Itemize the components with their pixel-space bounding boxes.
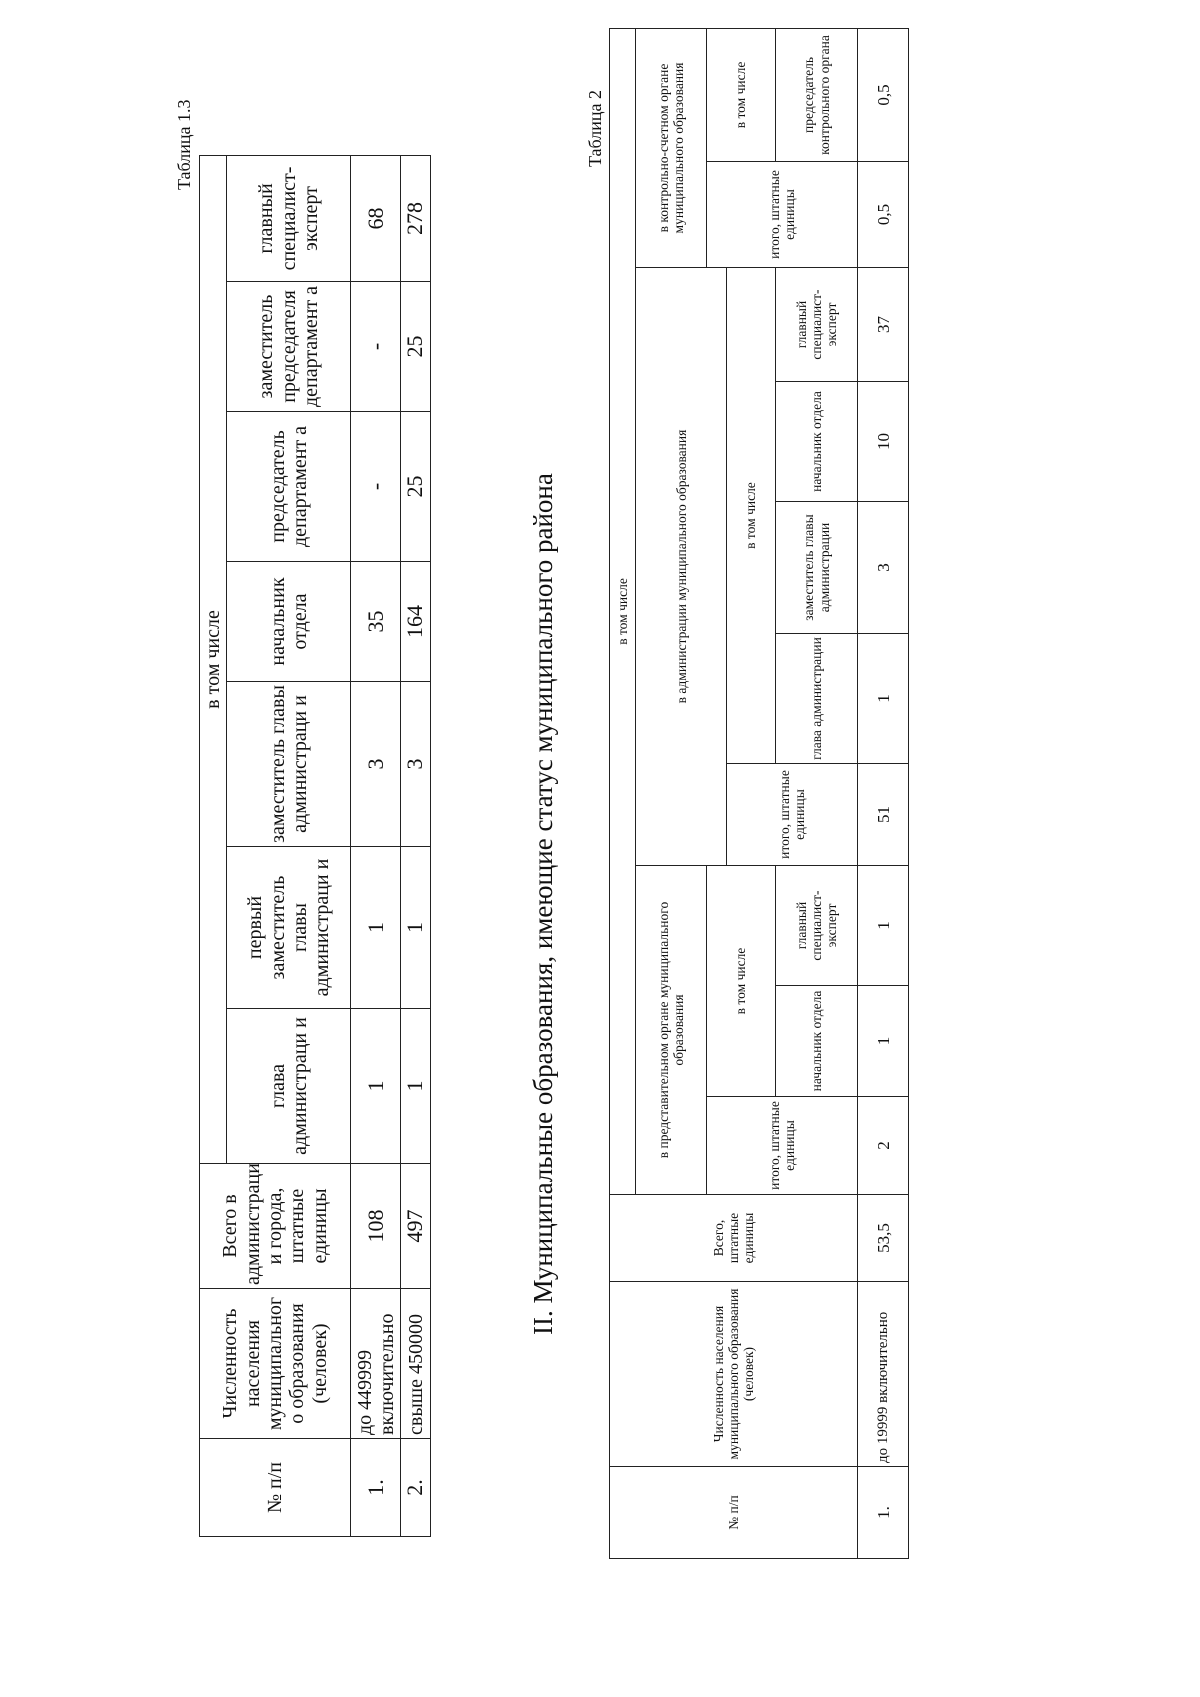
t2-col-control-chairman: председатель контрольного органа: [775, 28, 858, 161]
t2-r1-total: 53,5: [858, 1195, 909, 1282]
t13-r1-v5: -: [351, 282, 401, 412]
t2-header-control-group: в том числе: [706, 28, 775, 161]
t2-header-rep-total: итого, штатные единицы: [706, 1097, 858, 1195]
t13-col-first-deputy: первый заместитель главы администраци и: [227, 847, 351, 1009]
t13-r2-total: 497: [401, 1164, 431, 1289]
t13-r2-v1: 1: [401, 847, 431, 1009]
t13-r1-total: 108: [351, 1164, 401, 1289]
t2-col-admin-head: глава администрации: [775, 634, 858, 764]
t13-col-head: глава администраци и: [227, 1009, 351, 1164]
t13-r2-v3: 164: [401, 562, 431, 682]
t2-r1-admin-deputy: 3: [858, 502, 909, 634]
t2-header-control: в контрольно-счетном органе муниципального образования: [636, 28, 707, 267]
t13-col-chairman: председатель департамент а: [227, 412, 351, 562]
table-row: [351, 155, 401, 1536]
t13-r2-num: 2.: [401, 1439, 431, 1537]
table2-caption: Таблица 2: [585, 90, 605, 167]
t2-r1-admin-specialist: 37: [858, 268, 909, 382]
t2-header-population: Численность населения муниципального образования (человек): [610, 1282, 858, 1467]
t13-r1-v1: 1: [351, 847, 401, 1009]
t2-r1-control-total: 0,5: [858, 162, 909, 268]
t2-r1-control-chairman: 0,5: [858, 28, 909, 161]
table13-caption: Таблица 1.3: [174, 99, 194, 190]
t2-r1-rep-dept-head: 1: [858, 986, 909, 1097]
t2-r1-rep-specialist: 1: [858, 866, 909, 986]
t13-header-group: в том числе: [200, 155, 227, 1163]
t2-r1-population: до 19999 включительно: [858, 1282, 909, 1467]
t2-col-rep-specialist: главный специалист-эксперт: [775, 866, 858, 986]
t2-header-rep-group: в том числе: [706, 866, 775, 1097]
t2-header-rep-organ: в представительном органе муниципального образования: [636, 866, 707, 1195]
t2-header-admin: в администрации муниципального образования: [636, 268, 727, 866]
t13-r2-v6: 278: [401, 155, 431, 281]
t13-r1-v4: -: [351, 412, 401, 562]
t13-col-deputy-chairman: заместитель председателя департамент а: [227, 282, 351, 412]
t2-header-num: № п/п: [610, 1467, 858, 1559]
t2-header-total: Всего, штатные единицы: [610, 1195, 858, 1282]
t13-header-num: № п/п: [200, 1439, 351, 1537]
t13-header-total: Всего в администраци и города, штатные единицы: [200, 1164, 351, 1289]
table-1-3: [199, 155, 431, 1537]
t13-r1-population: до 449999 включительно: [351, 1289, 401, 1439]
t2-col-admin-specialist: главный специалист-эксперт: [775, 268, 858, 382]
t13-r1-v2: 3: [351, 682, 401, 847]
t2-col-rep-dept-head: начальник отдела: [775, 986, 858, 1097]
t13-r2-v4: 25: [401, 412, 431, 562]
table-row: [858, 28, 909, 1558]
t13-header-population: Численность населения муниципальног о образования (человек): [200, 1289, 351, 1439]
t2-col-admin-deputy: заместитель главы администрации: [775, 502, 858, 634]
t13-r2-v0: 1: [401, 1009, 431, 1164]
t2-header-control-total: итого, штатные единицы: [706, 162, 858, 268]
t13-r1-v6: 68: [351, 155, 401, 281]
t13-r1-num: 1.: [351, 1439, 401, 1537]
t13-col-deputy: заместитель главы администраци и: [227, 682, 351, 847]
t2-r1-rep-total: 2: [858, 1097, 909, 1195]
t2-col-admin-dept-head: начальник отдела: [775, 382, 858, 502]
t2-r1-num: 1.: [858, 1467, 909, 1559]
section-title: II. Муниципальные образования, имеющие статус муниципального района: [528, 473, 558, 1335]
t2-header-admin-group: в том числе: [727, 268, 775, 764]
t13-r2-population: свыше 450000: [401, 1289, 431, 1439]
t13-col-dept-head: начальник отдела: [227, 562, 351, 682]
t13-r1-v0: 1: [351, 1009, 401, 1164]
t2-header-group: в том числе: [610, 28, 636, 1194]
t13-r2-v5: 25: [401, 282, 431, 412]
t2-r1-admin-total: 51: [858, 764, 909, 866]
t2-header-admin-total: итого, штатные единицы: [727, 764, 858, 866]
t13-col-specialist: главный специалист-эксперт: [227, 155, 351, 281]
t2-r1-admin-head: 1: [858, 634, 909, 764]
table-row: [401, 155, 431, 1536]
table-2: [609, 28, 909, 1559]
t13-r1-v3: 35: [351, 562, 401, 682]
t2-r1-admin-dept-head: 10: [858, 382, 909, 502]
t13-r2-v2: 3: [401, 682, 431, 847]
